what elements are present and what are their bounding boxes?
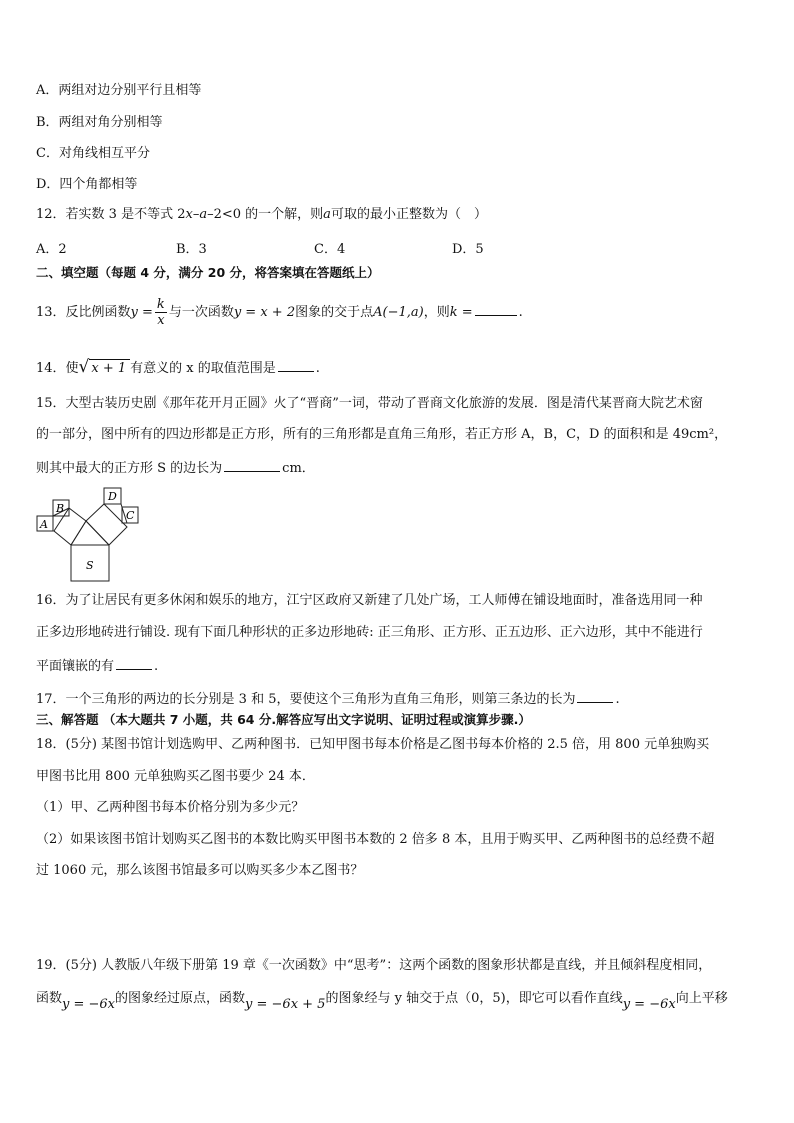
q14-radicand: x + 1 <box>89 359 130 377</box>
q16-line-3-text: 平面镶嵌的有 <box>36 659 115 674</box>
q15-square-figure <box>34 486 146 584</box>
q12-option-d: D．5 <box>452 242 484 257</box>
label-a: A <box>40 518 48 531</box>
q14-suffix: 有意义的 x 的取值范围是 <box>130 361 276 376</box>
q13-k-eq: k = <box>449 305 473 320</box>
q13-end: . <box>518 305 523 320</box>
q12-stem-text-2: –2<0 的一个解，则 <box>207 207 324 222</box>
q15-unit: cm． <box>282 461 315 476</box>
label-s: S <box>86 559 94 572</box>
q12-var-x: x <box>185 207 193 222</box>
q13-fraction <box>155 297 167 328</box>
q14-answer-blank[interactable] <box>278 357 314 372</box>
section-3-heading: 三、解答题 （本大题共 7 小题，共 64 分.解答应写出文字说明、证明过程或演算步骤.） <box>36 712 531 727</box>
q18-sub-2-line-2: 过 1060 元，那么该图书馆最多可以购买多少本乙图书？ <box>36 863 364 878</box>
q14-end: . <box>315 361 320 376</box>
q16-line-2: 正多边形地砖进行铺设. 现有下面几种形状的正多边形地砖: 正三角形、正方形、正五边形、正六边形，其中不能进行 <box>36 625 703 640</box>
q12-minus: – <box>192 207 200 222</box>
q16-end: . <box>154 659 159 674</box>
section-2-heading: 二、填空题（每题 4 分，满分 20 分，将答案填在答题纸上） <box>36 265 380 280</box>
square-right <box>86 504 127 545</box>
q13-frac-num: k <box>156 297 165 312</box>
q15-answer-blank[interactable] <box>224 457 280 472</box>
q12-stem-text-3: 可取的最小正整数为（ ） <box>330 207 487 222</box>
q15-line-3-text: 则其中最大的正方形 S 的边长为 <box>36 461 223 476</box>
q13-stem <box>36 296 523 330</box>
q11-option-c: C．对角线相互平分 <box>36 146 150 161</box>
q16-line-3 <box>36 655 158 676</box>
q13-prefix: 13．反比例函数 <box>36 305 131 320</box>
q13-mid3: ，则 <box>423 305 450 320</box>
q19-text-c: 的图象经与 y 轴交于点（0，5)，即它可以看作直线 <box>325 991 623 1006</box>
q19-text-b: 的图象经过原点，函数 <box>115 991 246 1006</box>
q17-end: . <box>615 692 620 707</box>
q12-option-c: C．4 <box>314 242 346 257</box>
q19-eq-3: y = −6x <box>622 997 676 1012</box>
q13-mid2: 图象的交于点 <box>295 305 374 320</box>
q15-line-1: 15．大型古装历史剧《那年花开月正圆》火了“晋商”一词，带动了晋商文化旅游的发展．图是清代某晋商大院艺术窗 <box>36 396 703 411</box>
label-b: B <box>56 502 65 515</box>
q19-eq-2: y = −6x + 5 <box>245 997 326 1012</box>
q12-stem-text: 12．若实数 3 是不等式 2 <box>36 207 186 222</box>
q18-sub-1: （1）甲、乙两种图书每本价格分别为多少元？ <box>36 800 305 815</box>
label-d: D <box>108 490 117 503</box>
q15-line-3 <box>36 457 315 478</box>
q11-option-d: D．四个角都相等 <box>36 177 138 192</box>
q12-stem <box>36 206 487 224</box>
q15-line-2: 的一部分，图中所有的四边形都是正方形，所有的三角形都是直角三角形，若正方形 A，B，C，D 的面积和是 49cm²， <box>36 427 728 442</box>
q17-text: 17．一个三角形的两边的长分别是 3 和 5，要使这个三角形为直角三角形，则第三条边的长为 <box>36 692 576 707</box>
label-c: C <box>126 509 135 522</box>
q13-frac-den: x <box>157 313 165 328</box>
q11-option-a: A．两组对边分别平行且相等 <box>36 83 202 98</box>
q19-line-1: 19．(5分) 人教版八年级下册第 19 章《一次函数》中“思考”：这两个函数的图象形状都是直线，并且倾斜程度相同， <box>36 958 712 973</box>
q12-var-a-2: a <box>323 207 331 222</box>
q13-mid: 与一次函数 <box>168 305 234 320</box>
q12-option-a: A．2 <box>36 242 67 257</box>
q19-eq-1: y = −6x <box>62 997 116 1012</box>
q12-var-a: a <box>199 207 208 222</box>
q13-linear-eq: y = x + 2 <box>233 305 296 320</box>
q13-point: A(−1,a) <box>373 305 424 320</box>
q12-option-b: B．3 <box>176 242 207 257</box>
q19-line-2 <box>36 990 728 1012</box>
sqrt-symbol-icon: √ <box>78 357 90 377</box>
q13-answer-blank[interactable] <box>475 301 517 316</box>
q11-option-b: B．两组对角分别相等 <box>36 115 163 130</box>
q16-answer-blank[interactable] <box>116 655 152 670</box>
q16-line-1: 16．为了让居民有更多休闲和娱乐的地方，江宁区政府又新建了几处广场，工人师傅在铺设地面时，准备选用同一种 <box>36 593 703 608</box>
q19-text-d: 向上平移 <box>675 991 728 1006</box>
q17-answer-blank[interactable] <box>577 688 613 703</box>
q18-sub-2-line-1: （2）如果该图书馆计划购买乙图书的本数比购买甲图书本数的 2 倍多 8 本，且用于购买甲、乙两种图书的总经费不超 <box>36 832 715 847</box>
q18-line-2: 甲图书比用 800 元单独购买乙图书要少 24 本． <box>36 769 315 784</box>
q17-stem <box>36 688 620 709</box>
q19-text-a: 函数 <box>36 991 63 1006</box>
q18-line-1: 18．(5分) 某图书馆计划选购甲、乙两种图书．已知甲图书每本价格是乙图书每本价格的 2.5 倍，用 800 元单独购买 <box>36 737 710 752</box>
q14-stem <box>36 357 320 379</box>
q14-prefix: 14．使 <box>36 361 79 376</box>
q13-y-eq: y = <box>130 305 153 320</box>
